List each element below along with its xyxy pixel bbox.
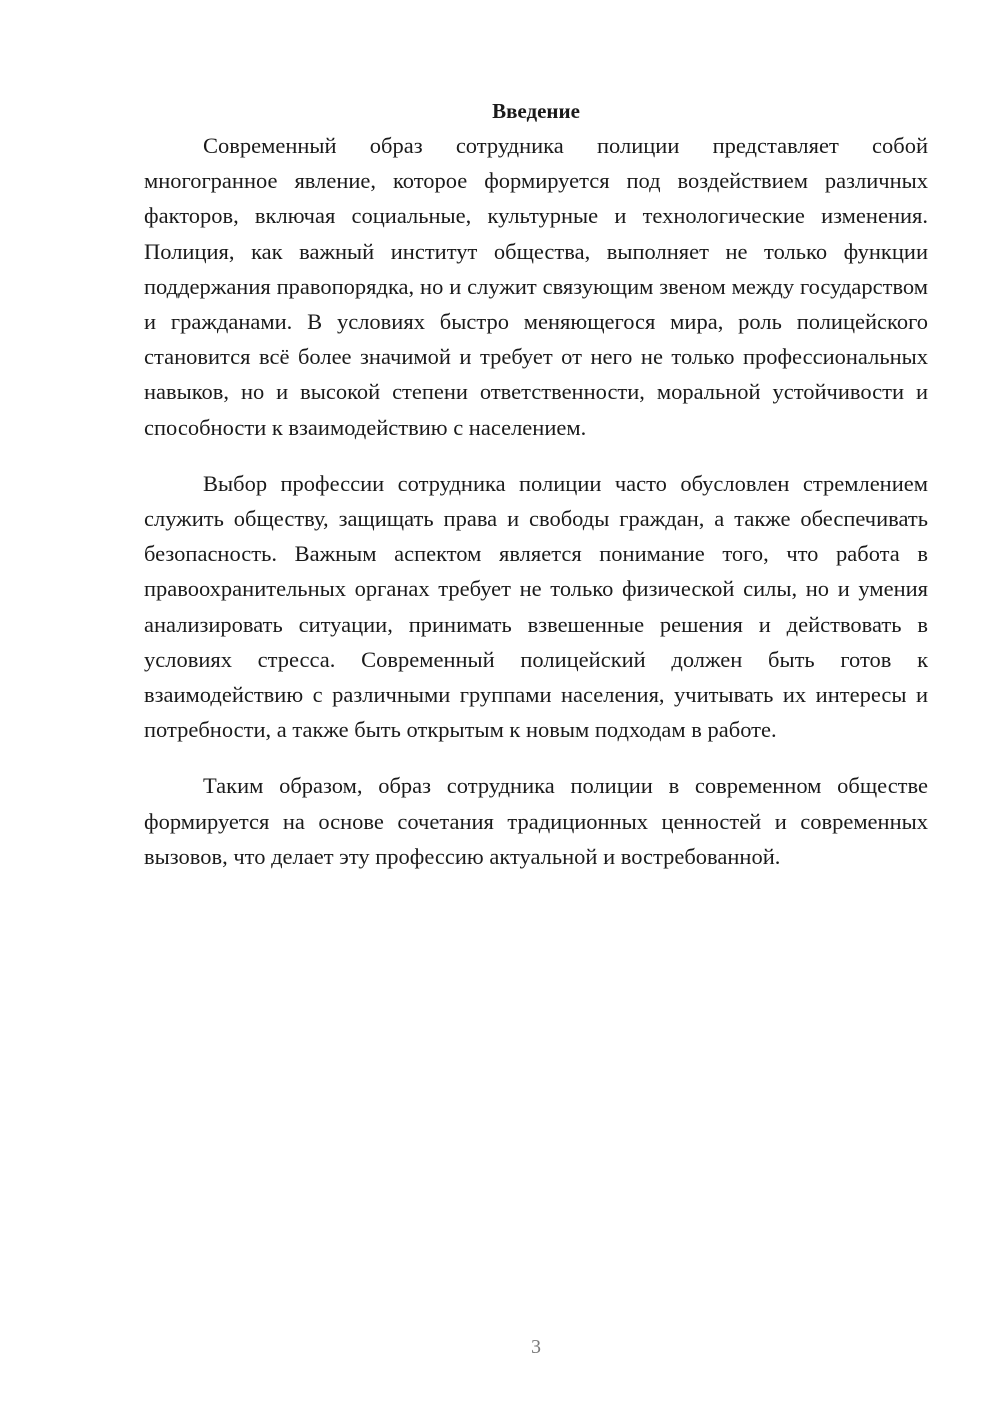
paragraph-1: Современный образ сотрудника полиции представляет собой многогранное явление, которое формируется под воздействием различных факторов, включая социальные, культурные и технологические изменения. Полиция, как важный институт общества, выполняет не только функции поддержания правопорядка, но и служит связующим звеном между государством и гражданами. В условиях быстро меняющегося мира, роль полицейского становится всё более значимой и требует от него не только профессиональных навыков, но и высокой степени ответственности, моральной устойчивости и способности к взаимодействию с населением. [144,133,928,440]
section-heading: Введение [492,99,580,123]
page-number: 3 [531,1336,541,1358]
paragraph-2: Выбор профессии сотрудника полиции часто обусловлен стремлением служить обществу, защищать права и свободы граждан, а также обеспечивать безопасность. Важным аспектом является понимание того, что работа в правоохранительных органах требует не только физической силы, но и умения анализировать ситуации, принимать взвешенные решения и действовать в условиях стресса. Современный полицейский должен быть готов к взаимодействию с различными группами населения, учитывать их интересы и потребности, а также быть открытым к новым подходам в работе. [144,470,928,743]
page-content [144,96,928,895]
paragraph-3: Таким образом, образ сотрудника полиции в современном обществе формируется на основе сочетания традиционных ценностей и современных вызовов, что делает эту профессию актуальной и востребованной. [144,773,928,869]
